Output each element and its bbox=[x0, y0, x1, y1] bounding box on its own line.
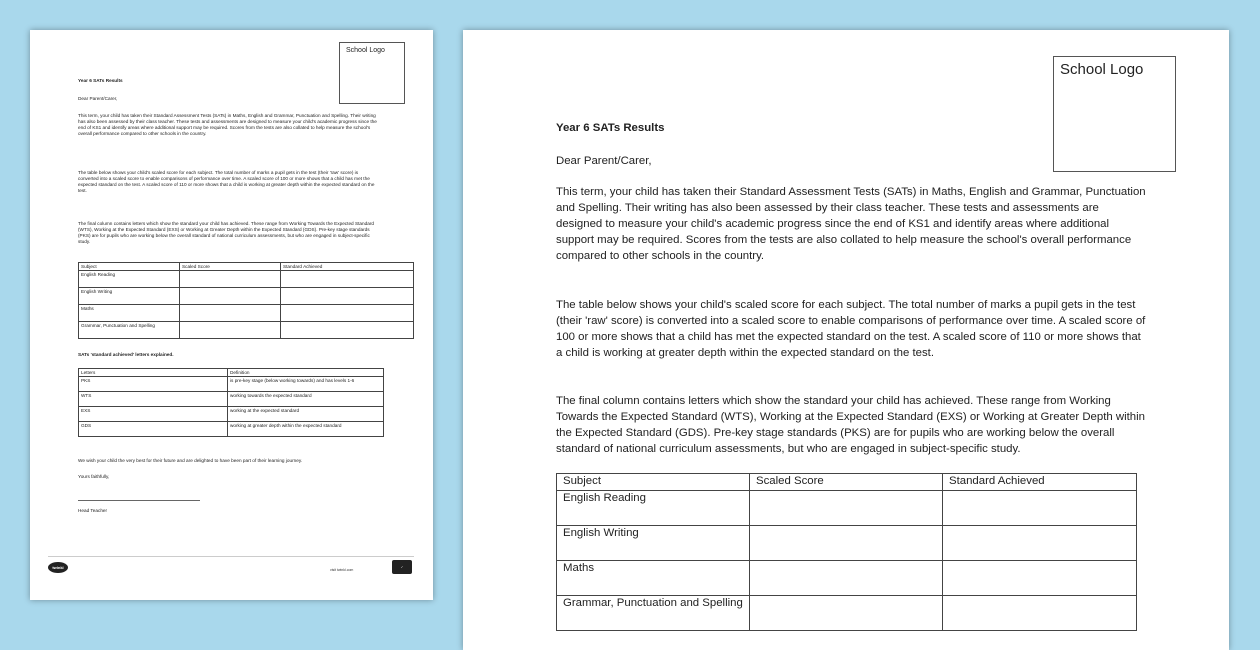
table-row bbox=[79, 422, 384, 437]
score-cell[interactable] bbox=[750, 526, 943, 561]
paragraph-standards: The final column contains letters which show the standard your child has achieved. These range from Working Towards the Expected Standard (WTS), Working at the Expected Standard (EXS) or Working at Greater Depth within the Expected Standard (GDS). Pre-key stage standards (PKS) are for pupils who are working below the overall standard of national curriculum assessments, but who are engaged in subject-specific study. bbox=[78, 221, 374, 245]
scores-table-header bbox=[557, 474, 1137, 491]
subject-cell: English Reading bbox=[79, 271, 180, 288]
header-subject: Subject bbox=[557, 474, 750, 491]
standard-cell[interactable] bbox=[281, 322, 414, 339]
header-scaled-score: Scaled Score bbox=[180, 263, 281, 271]
scores-table bbox=[556, 473, 1137, 631]
checked-badge-icon: ✓ bbox=[392, 560, 412, 574]
footer-divider bbox=[48, 556, 414, 557]
school-logo-label: School Logo bbox=[1060, 61, 1144, 78]
header-subject: Subject bbox=[79, 263, 180, 271]
letters-cell: PKS bbox=[79, 377, 228, 392]
table-row bbox=[79, 288, 414, 305]
score-cell[interactable] bbox=[180, 305, 281, 322]
school-logo-placeholder bbox=[339, 42, 405, 104]
closing-paragraph: We wish your child the very best for their future and are delighted to have been part of their learning journey. bbox=[78, 458, 303, 463]
letter-title: Year 6 SATs Results bbox=[78, 78, 123, 83]
subject-cell: English Reading bbox=[557, 491, 750, 526]
standards-heading: SATs 'standard achieved' letters explained. bbox=[78, 352, 174, 357]
standard-cell[interactable] bbox=[943, 526, 1137, 561]
table-row bbox=[79, 271, 414, 288]
header-letters: Letters bbox=[79, 369, 228, 377]
letter-title: Year 6 SATs Results bbox=[556, 122, 665, 134]
score-cell[interactable] bbox=[750, 596, 943, 631]
letters-cell: GDS bbox=[79, 422, 228, 437]
header-standard-achieved: Standard Achieved bbox=[281, 263, 414, 271]
signature-line bbox=[78, 500, 200, 501]
table-row bbox=[79, 305, 414, 322]
greeting: Dear Parent/Carer, bbox=[556, 155, 652, 167]
standard-cell[interactable] bbox=[943, 491, 1137, 526]
subject-cell: Maths bbox=[79, 305, 180, 322]
scores-table bbox=[78, 262, 414, 339]
table-row bbox=[557, 596, 1137, 631]
paragraph-intro: This term, your child has taken their Standard Assessment Tests (SATs) in Maths, English and Grammar, Punctuation and Spelling. Their writing has also been assessed by their class teacher. These tests and assessments are designed to measure your child's academic progress since the end of KS1 and identify areas where additional support may be required. Scores from the tests are also collated to help measure the school's overall performance compared to other schools in the country. bbox=[78, 113, 377, 137]
table-row bbox=[79, 407, 384, 422]
header-standard-achieved: Standard Achieved bbox=[943, 474, 1137, 491]
header-definition: Definition bbox=[228, 369, 384, 377]
table-row bbox=[557, 491, 1137, 526]
paragraph-scaled-score: The table below shows your child's scaled score for each subject. The total number of marks a pupil gets in the test (their 'raw' score) is converted into a scaled score to enable comparisons of performance over time. A scaled score of 100 or more shows that a child has met the expected standard on the test. A scaled score of 110 or more shows that a child is working at greater depth within the expected standard on the test. bbox=[78, 170, 375, 194]
twinkl-logo: twinkl bbox=[48, 562, 68, 573]
score-cell[interactable] bbox=[180, 271, 281, 288]
greeting: Dear Parent/Carer, bbox=[78, 96, 118, 101]
letter-thumbnail-page bbox=[30, 30, 433, 600]
header-scaled-score: Scaled Score bbox=[750, 474, 943, 491]
score-cell[interactable] bbox=[750, 561, 943, 596]
sign-off: Yours faithfully, bbox=[78, 474, 110, 479]
standard-cell[interactable] bbox=[281, 305, 414, 322]
standard-cell[interactable] bbox=[281, 288, 414, 305]
subject-cell: Grammar, Punctuation and Spelling bbox=[79, 322, 180, 339]
standard-cell[interactable] bbox=[281, 271, 414, 288]
score-cell[interactable] bbox=[180, 288, 281, 305]
table-row bbox=[79, 322, 414, 339]
subject-cell: Grammar, Punctuation and Spelling bbox=[557, 596, 750, 631]
letters-cell: WTS bbox=[79, 392, 228, 407]
subject-cell: Maths bbox=[557, 561, 750, 596]
definition-cell: is pre-key stage (below working towards) and has levels 1-6 bbox=[228, 377, 384, 392]
definition-cell: working towards the expected standard bbox=[228, 392, 384, 407]
signatory: Head Teacher bbox=[78, 508, 108, 513]
score-cell[interactable] bbox=[750, 491, 943, 526]
table-row bbox=[557, 526, 1137, 561]
letters-cell: EXS bbox=[79, 407, 228, 422]
standard-cell[interactable] bbox=[943, 596, 1137, 631]
definition-cell: working at greater depth within the expected standard bbox=[228, 422, 384, 437]
letter-zoomed-page bbox=[463, 30, 1229, 650]
standards-table bbox=[78, 368, 384, 437]
table-row bbox=[79, 392, 384, 407]
subject-cell: English Writing bbox=[557, 526, 750, 561]
footer-site-url: visit twinkl.com bbox=[330, 568, 354, 572]
paragraph-standards: The final column contains letters which show the standard your child has achieved. These range from Working Towards the Expected Standard (WTS), Working at the Expected Standard (EXS) or Working at Greater Depth within the Expected Standard (GDS). Pre-key stage standards (PKS) are for pupils who are working below the overall standard of national curriculum assessments, but who are engaged in subject-specific study. bbox=[556, 395, 1145, 455]
paragraph-scaled-score: The table below shows your child's scaled score for each subject. The total number of marks a pupil gets in the test (their 'raw' score) is converted into a scaled score to enable comparisons of performance over time. A scaled score of 100 or more shows that a child has met the expected standard on the test. A scaled score of 110 or more shows that a child is working at greater depth within the expected standard on the test. bbox=[556, 299, 1146, 359]
table-row bbox=[79, 377, 384, 392]
standard-cell[interactable] bbox=[943, 561, 1137, 596]
standards-table-header bbox=[79, 369, 384, 377]
score-cell[interactable] bbox=[180, 322, 281, 339]
definition-cell: working at the expected standard bbox=[228, 407, 384, 422]
subject-cell: English Writing bbox=[79, 288, 180, 305]
school-logo-label: School Logo bbox=[346, 47, 385, 54]
scores-table-header bbox=[79, 263, 414, 271]
table-row bbox=[557, 561, 1137, 596]
paragraph-intro: This term, your child has taken their Standard Assessment Tests (SATs) in Maths, English and Grammar, Punctuation and Spelling. Their writing has also been assessed by their class teacher. These tests and assessments are designed to measure your child's academic progress since the end of KS1 and identify areas where additional support may be required. Scores from the tests are also collated to help measure the school's overall performance compared to other schools in the country. bbox=[556, 186, 1146, 262]
